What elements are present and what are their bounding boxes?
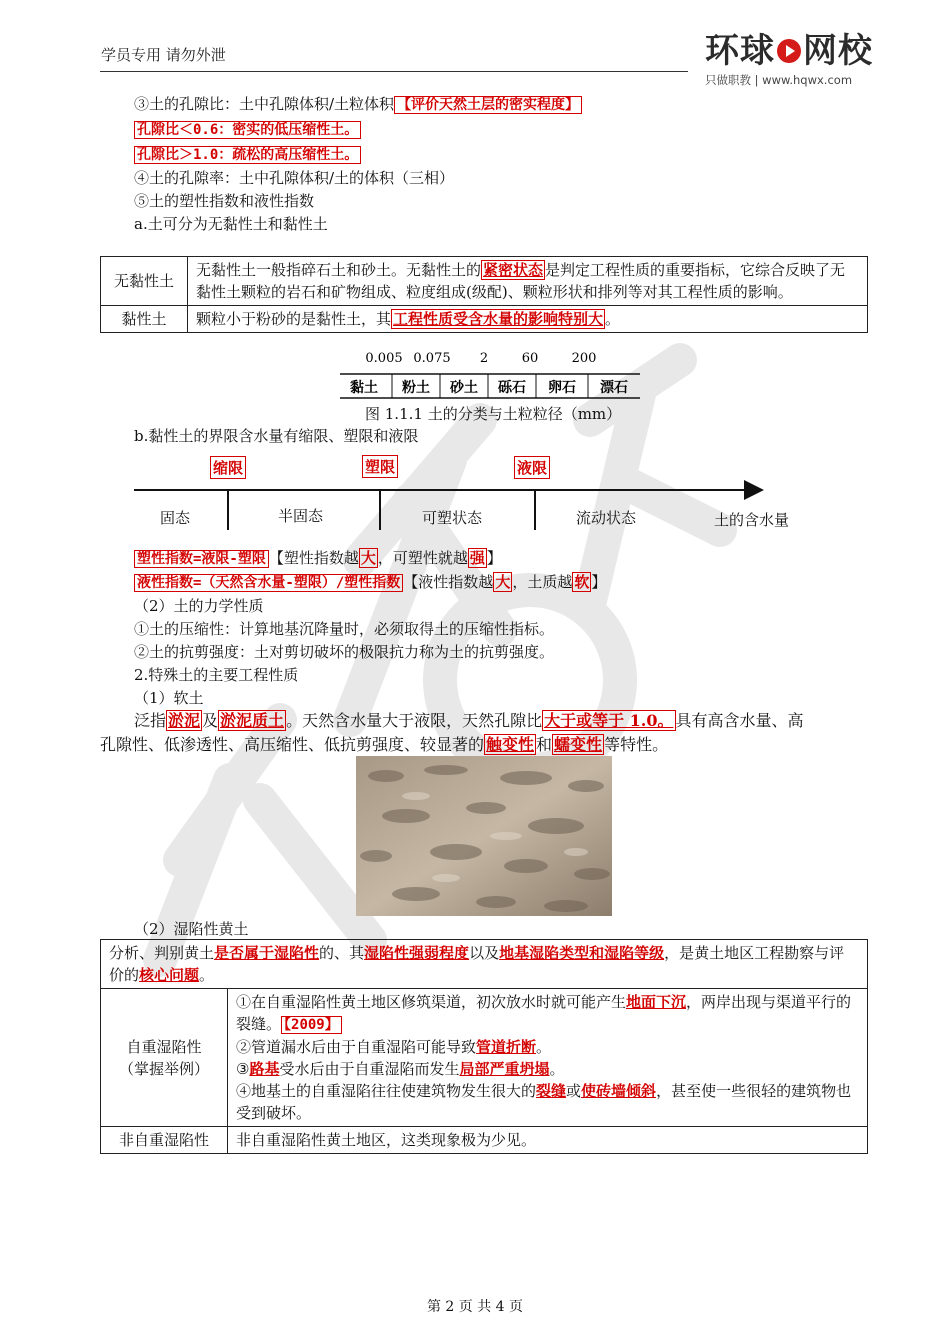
liquid-limit-label: 液限 [514,456,550,479]
segment-label: 卵石 [548,380,576,396]
limits-intro: b.黏性土的界限含水量有缩限、塑限和液限 [134,427,419,445]
tick-label: 2 [479,351,489,366]
header-note: 学员专用 请勿外泄 [101,46,226,64]
state-flowing: 流动状态 [576,509,637,527]
non-self-weight-name: 非自重湿陷性 [101,1127,228,1154]
loess-title: （2）湿陷性黄土 [134,920,249,938]
plastic-limit-label: 塑限 [362,455,398,478]
grain-size-scale [340,348,640,400]
loess-intro: 分析、判别黄土是否属于湿陷性的、其湿陷性强弱程度以及地基湿陷类型和湿陷等级，是黄土地区工程勘察与评价的核心问题。 [101,940,868,989]
table-row [101,306,868,333]
table-row [101,257,868,306]
li-formula: 液性指数=（天然含水量-塑限）/塑性指数 [134,574,403,592]
soft-soil-title: （1）软土 [134,689,204,707]
soil-type-desc: 颗粒小于粉砂的是黏性土，其 工程性质受含水量的影响特别大 。 [188,306,868,333]
soft-soil-photo [356,756,612,916]
segment-label: 黏土 [350,380,378,396]
soil-type-name: 无黏性土 [101,257,188,306]
highlight-dense-state: 紧密状态 [483,261,544,279]
state-plastic: 可塑状态 [422,509,483,527]
self-weight-collapsible-name: 自重湿陷性 （掌握举例） [101,989,228,1127]
segment-label: 砾石 [498,380,526,396]
logo-title-right: 网校 [803,31,873,71]
rule-low-text: 孔隙比＜0.6：密实的低压缩性土。 [134,121,361,139]
moisture-limits-diagram [130,450,810,550]
mechanics-title: （2）土的力学性质 [134,597,264,615]
non-self-weight-desc: 非自重湿陷性黄土地区，这类现象极为少见。 [228,1127,868,1154]
tick-label: 0.075 [413,351,451,366]
shear-strength-line: ②土的抗剪强度：土对剪切破坏的极限抗力称为土的抗剪强度。 [134,643,555,661]
table-row [101,940,868,989]
self-weight-collapsible-examples: ①在自重湿陷性黄土地区修筑渠道，初次放水时就可能产生地面下沉，两岸出现与渠道平行的裂缝。 【2009】 ②管道漏水后由于自重湿陷可能导致管道折断。 ③路基受水后由于自重湿陷而发生局部严重坍塌。 ④地基土的自重湿陷往往使建筑物发生很大的裂缝或使砖墙倾斜，甚至使一些很轻的建筑物也受到破坏。 [228,989,868,1127]
segment-label: 砂土 [450,380,478,396]
logo-subtitle: 只做职教 | www.hqwx.com [705,73,853,87]
compressibility-line: ①土的压缩性：计算地基沉降量时，必须取得土的压缩性指标。 [134,620,555,638]
logo [705,32,875,98]
table-row [101,989,868,1127]
porosity-line: ④土的孔隙率：土中孔隙体积/土的体积（三相） [134,169,455,187]
play-icon [777,39,801,63]
highlight-water-content: 工程性质受含水量的影响特别大 [393,310,604,328]
segment-label: 粉土 [402,380,430,396]
rule-high-text: 孔隙比＞1.0：疏松的高压缩性土。 [134,146,361,164]
soil-type-name: 黏性土 [101,306,188,333]
loess-table [100,939,868,1154]
soil-type-table [100,256,868,333]
tick-label: 0.005 [365,351,403,366]
logo-title [705,32,875,70]
shrinkage-limit-label: 缩限 [210,456,246,479]
void-ratio-tag: 【评价天然土层的密实程度】 [394,96,582,114]
segment-label: 漂石 [600,380,628,396]
plasticity-line: ⑤土的塑性指数和液性指数 [134,192,315,210]
plasticity-index-line: 塑性指数=液限-塑限 【塑性指数越 大 ，可塑性就越 强 】 [134,548,502,569]
header-divider [100,71,688,72]
liquidity-index-line: 液性指数=（天然含水量-塑限）/塑性指数 【液性指数越 大 ，土质越 软 】 [134,572,606,593]
pi-formula: 塑性指数=液限-塑限 [134,550,269,568]
soil-type-desc: 无黏性土一般指碎石土和砂土。无黏性土的 紧密状态 是判定工程性质的重要指标，它综合反映了无黏性土颗粒的岩石和矿物组成、粒度组成(级配)、颗粒形状和排列等对其工程性质的影响。 [188,257,868,306]
page-number: 第 2 页 共 4 页 [426,1299,524,1315]
void-ratio-rule-low [134,119,361,140]
state-solid: 固态 [160,509,191,527]
tick-label: 60 [521,351,539,366]
table-row [101,1127,868,1154]
void-ratio-text: ③土的孔隙比：土中孔隙体积/土粒体积 [134,95,395,113]
state-semisolid: 半固态 [278,507,324,525]
special-soil-title: 2.特殊土的主要工程性质 [134,666,299,684]
tick-label: 200 [571,351,597,366]
water-content-label: 土的含水量 [714,511,790,529]
figure-caption: 图 1.1.1 土的分类与土粒粒径（mm） [365,405,622,423]
void-ratio-rule-high [134,144,361,165]
logo-title-left: 环球 [705,31,775,71]
void-ratio-line [134,94,582,115]
soft-soil-para-2: 孔隙性、低渗透性、高压缩性、低抗剪强度、较显著的 触变性 和 蠕变性 等特性。 [100,735,669,754]
classify-line: a.土可分为无黏性土和黏性土 [134,215,328,233]
soft-soil-para-1: 泛指 淤泥 及 淤泥质土 。天然含水量大于液限，天然孔隙比 大于或等于 1.0。 具有高含水量、高 [134,711,804,730]
